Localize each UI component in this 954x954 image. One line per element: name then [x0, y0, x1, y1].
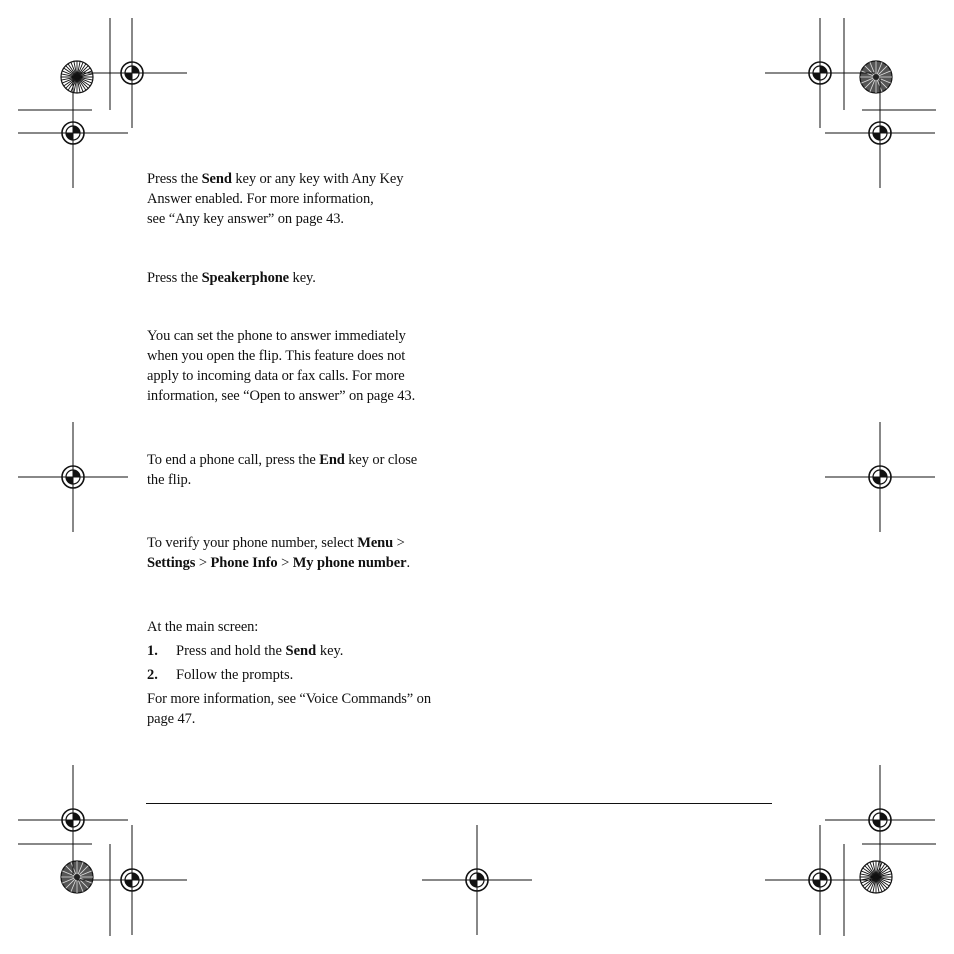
starburst-mark-bottom-right: [860, 861, 892, 893]
text-span: To end a phone call, press the: [147, 452, 320, 468]
text-span: key.: [289, 270, 316, 286]
open-to-answer-reference: information, see “Open to answer” on page 43.: [147, 388, 416, 404]
any-key-answer-reference: see “Any key answer” on page 43.: [147, 211, 344, 227]
text-span: Answer enabled. For more information,: [147, 191, 374, 207]
voice-intro: [147, 617, 447, 637]
menu-label: Menu: [357, 535, 394, 551]
menu-separator: >: [195, 555, 211, 571]
text-span: Press the: [147, 270, 202, 286]
starburst-mark-top-right: [860, 61, 892, 93]
text-span: Press and hold the: [176, 643, 286, 659]
step-2: [147, 665, 447, 685]
text-span: the flip.: [147, 472, 192, 488]
starburst-mark-bottom-left: [61, 861, 93, 893]
phone-info-label: Phone Info: [210, 555, 278, 571]
my-phone-number-label: My phone number: [292, 555, 407, 571]
text-span: key or close: [344, 452, 418, 468]
menu-separator: >: [393, 535, 405, 551]
registration-target: [77, 825, 187, 935]
footer-rule: [146, 803, 772, 804]
registration-target: [18, 422, 128, 532]
menu-separator: >: [277, 555, 293, 571]
send-key-label: Send: [201, 171, 232, 187]
open-to-answer-paragraph: [147, 326, 447, 406]
registration-target: [765, 18, 875, 128]
voice-more-info: [147, 689, 447, 729]
registration-target: [18, 765, 128, 875]
text-span: To verify your phone number, select: [147, 535, 358, 551]
text-span: Follow the prompts.: [176, 667, 294, 683]
step-number: 1.: [147, 643, 158, 659]
registration-target: [77, 18, 187, 128]
registration-target: [765, 825, 875, 935]
registration-target: [18, 78, 128, 188]
end-call-paragraph: [147, 450, 447, 490]
send-key-label: Send: [285, 643, 317, 659]
starburst-mark-top-left: [61, 61, 93, 93]
text-span: key.: [316, 643, 344, 659]
settings-label: Settings: [147, 555, 196, 571]
speakerphone-key-label: Speakerphone: [201, 270, 290, 286]
step-number: 2.: [147, 667, 158, 683]
voice-commands-reference: For more information, see “Voice Commands” on: [147, 691, 431, 707]
registration-target: [422, 825, 532, 935]
registration-target: [825, 422, 935, 532]
text-span: page 47.: [147, 711, 196, 727]
speakerphone-paragraph: [147, 268, 447, 288]
text-span: key or any key with Any Key: [231, 171, 404, 187]
text-span: Press the: [147, 171, 202, 187]
text-span: when you open the flip. This feature does not: [147, 348, 406, 364]
text-span: You can set the phone to answer immediately: [147, 328, 406, 344]
verify-number-paragraph: [147, 533, 447, 573]
answer-with-send-paragraph: [147, 169, 447, 229]
text-span: .: [406, 555, 410, 571]
registration-target: [825, 765, 935, 875]
text-span: At the main screen:: [147, 619, 259, 635]
end-key-label: End: [319, 452, 345, 468]
text-span: apply to incoming data or fax calls. For more: [147, 368, 405, 384]
step-1: [147, 641, 447, 661]
registration-target: [825, 78, 935, 188]
